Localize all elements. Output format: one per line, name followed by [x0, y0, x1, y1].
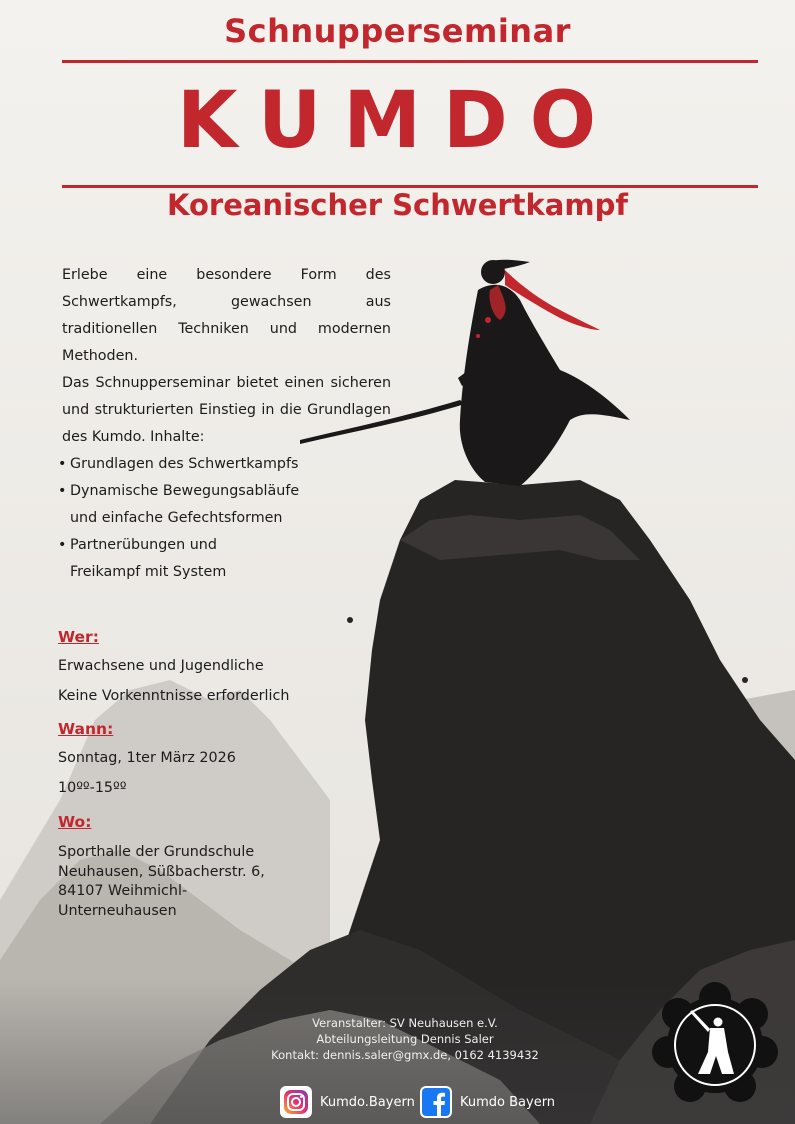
department-lead: Abteilungsleitung Dennis Saler [316, 1032, 494, 1046]
who-line-1: Erwachsene und Jugendliche [58, 658, 264, 674]
instagram-handle: Kumdo.Bayern [320, 1094, 415, 1110]
footer-info [250, 1015, 560, 1063]
facebook-link[interactable] [420, 1084, 555, 1120]
list-item: • Partnerübungen und Freikampf mit System [58, 532, 318, 586]
when-date: Sonntag, 1ter März 2026 [58, 750, 236, 766]
club-logo [652, 982, 778, 1108]
facebook-handle: Kumdo Bayern [460, 1094, 556, 1110]
where-heading: Wo: [58, 813, 92, 831]
intro-paragraph-1: Erlebe eine besondere Form des Schwertkampfs, gewachsen aus traditionellen Techniken und modernen Methoden. [62, 267, 391, 364]
pretitle: Schnupperseminar [224, 12, 571, 50]
main-title: KUMDO [176, 76, 619, 166]
when-time: 10ºº-15ºº [58, 780, 127, 796]
instagram-link[interactable] [280, 1084, 415, 1120]
list-item: • Grundlagen des Schwertkampfs [58, 451, 318, 478]
where-address: Sporthalle der Grundschule Neuhausen, Süßbacherstr. 6, 84107 Weihmichl- Unterneuhausen [58, 844, 265, 919]
divider-top [62, 60, 758, 63]
who-heading: Wer: [58, 628, 99, 646]
organizer: Veranstalter: SV Neuhausen e.V. [312, 1016, 498, 1030]
facebook-icon [420, 1086, 452, 1118]
list-item: • Dynamische Bewegungsabläufe und einfache Gefechtsformen [58, 478, 318, 532]
intro-text [62, 262, 391, 451]
instagram-icon [280, 1086, 312, 1118]
contents-list [58, 451, 318, 586]
contact: Kontakt: dennis.saler@gmx.de, 0162 4139432 [271, 1048, 539, 1062]
intro-paragraph-2: Das Schnupperseminar bietet einen sicheren und strukturierten Einstieg in die Grundlagen des Kumdo. Inhalte: [62, 375, 391, 445]
subtitle: Koreanischer Schwertkampf [167, 188, 628, 222]
who-line-2: Keine Vorkenntnisse erforderlich [58, 688, 290, 704]
when-heading: Wann: [58, 720, 114, 738]
